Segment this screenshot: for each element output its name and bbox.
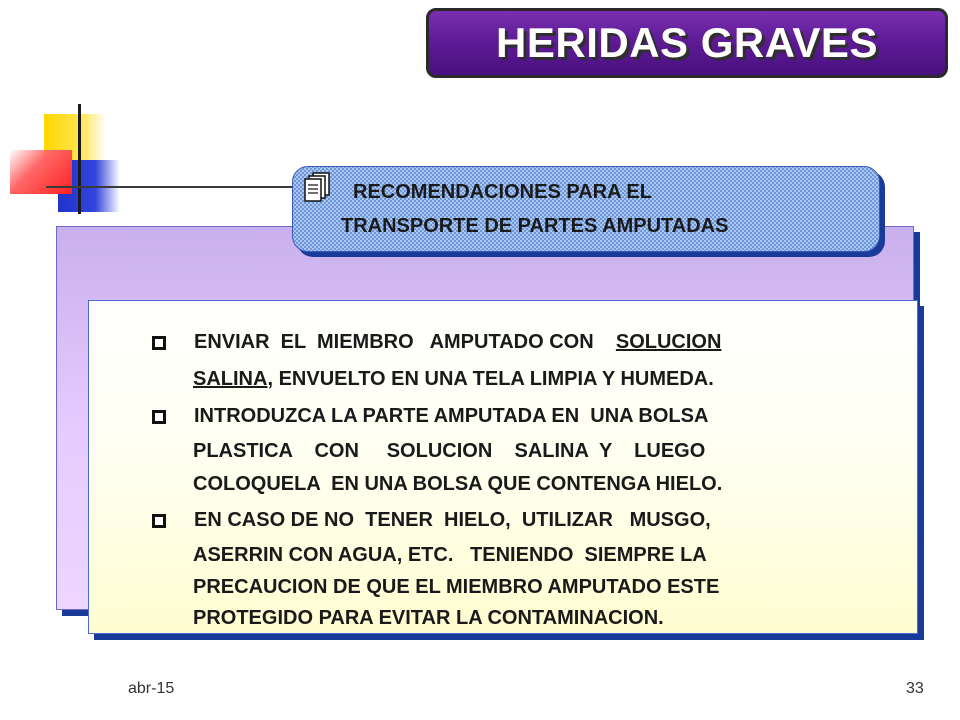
bullet-square [152, 514, 166, 528]
bullet-3-line-1: EN CASO DE NO TENER HIELO, UTILIZAR MUSGO, [194, 509, 711, 531]
page-number: 33 [906, 680, 924, 697]
slide-title: HERIDAS GRAVES [496, 19, 878, 66]
recommendation-line-1: RECOMENDACIONES PARA EL [353, 181, 652, 203]
bullet-1-line-2: SALINA, ENVUELTO EN UNA TELA LIMPIA Y HUMEDA. [193, 368, 714, 390]
recommendation-box [292, 166, 880, 252]
bullet-square [152, 336, 166, 350]
bullet-1-line-1: ENVIAR EL MIEMBRO AMPUTADO CON SOLUCION [194, 331, 722, 353]
bullet-square [152, 410, 166, 424]
bullet-3-line-4: PROTEGIDO PARA EVITAR LA CONTAMINACION. [193, 607, 664, 629]
decor-vertical-line [78, 104, 81, 214]
recommendation-line-2: TRANSPORTE DE PARTES AMPUTADAS [341, 215, 729, 237]
decor-horizontal-line [46, 186, 308, 188]
bullet-3-line-2: ASERRIN CON AGUA, ETC. TENIENDO SIEMPRE LA [193, 544, 707, 566]
bullet-2-line-3: COLOQUELA EN UNA BOLSA QUE CONTENGA HIELO. [193, 473, 723, 495]
footer-date: abr-15 [128, 680, 175, 697]
bullet-2-line-1: INTRODUZCA LA PARTE AMPUTADA EN UNA BOLSA [194, 405, 709, 427]
bullet-3-line-3: PRECAUCION DE QUE EL MIEMBRO AMPUTADO ESTE [193, 576, 720, 598]
title-banner [426, 8, 948, 78]
stacked-pages-icon [301, 171, 331, 205]
bullet-2-line-2: PLASTICA CON SOLUCION SALINA Y LUEGO [193, 440, 706, 462]
